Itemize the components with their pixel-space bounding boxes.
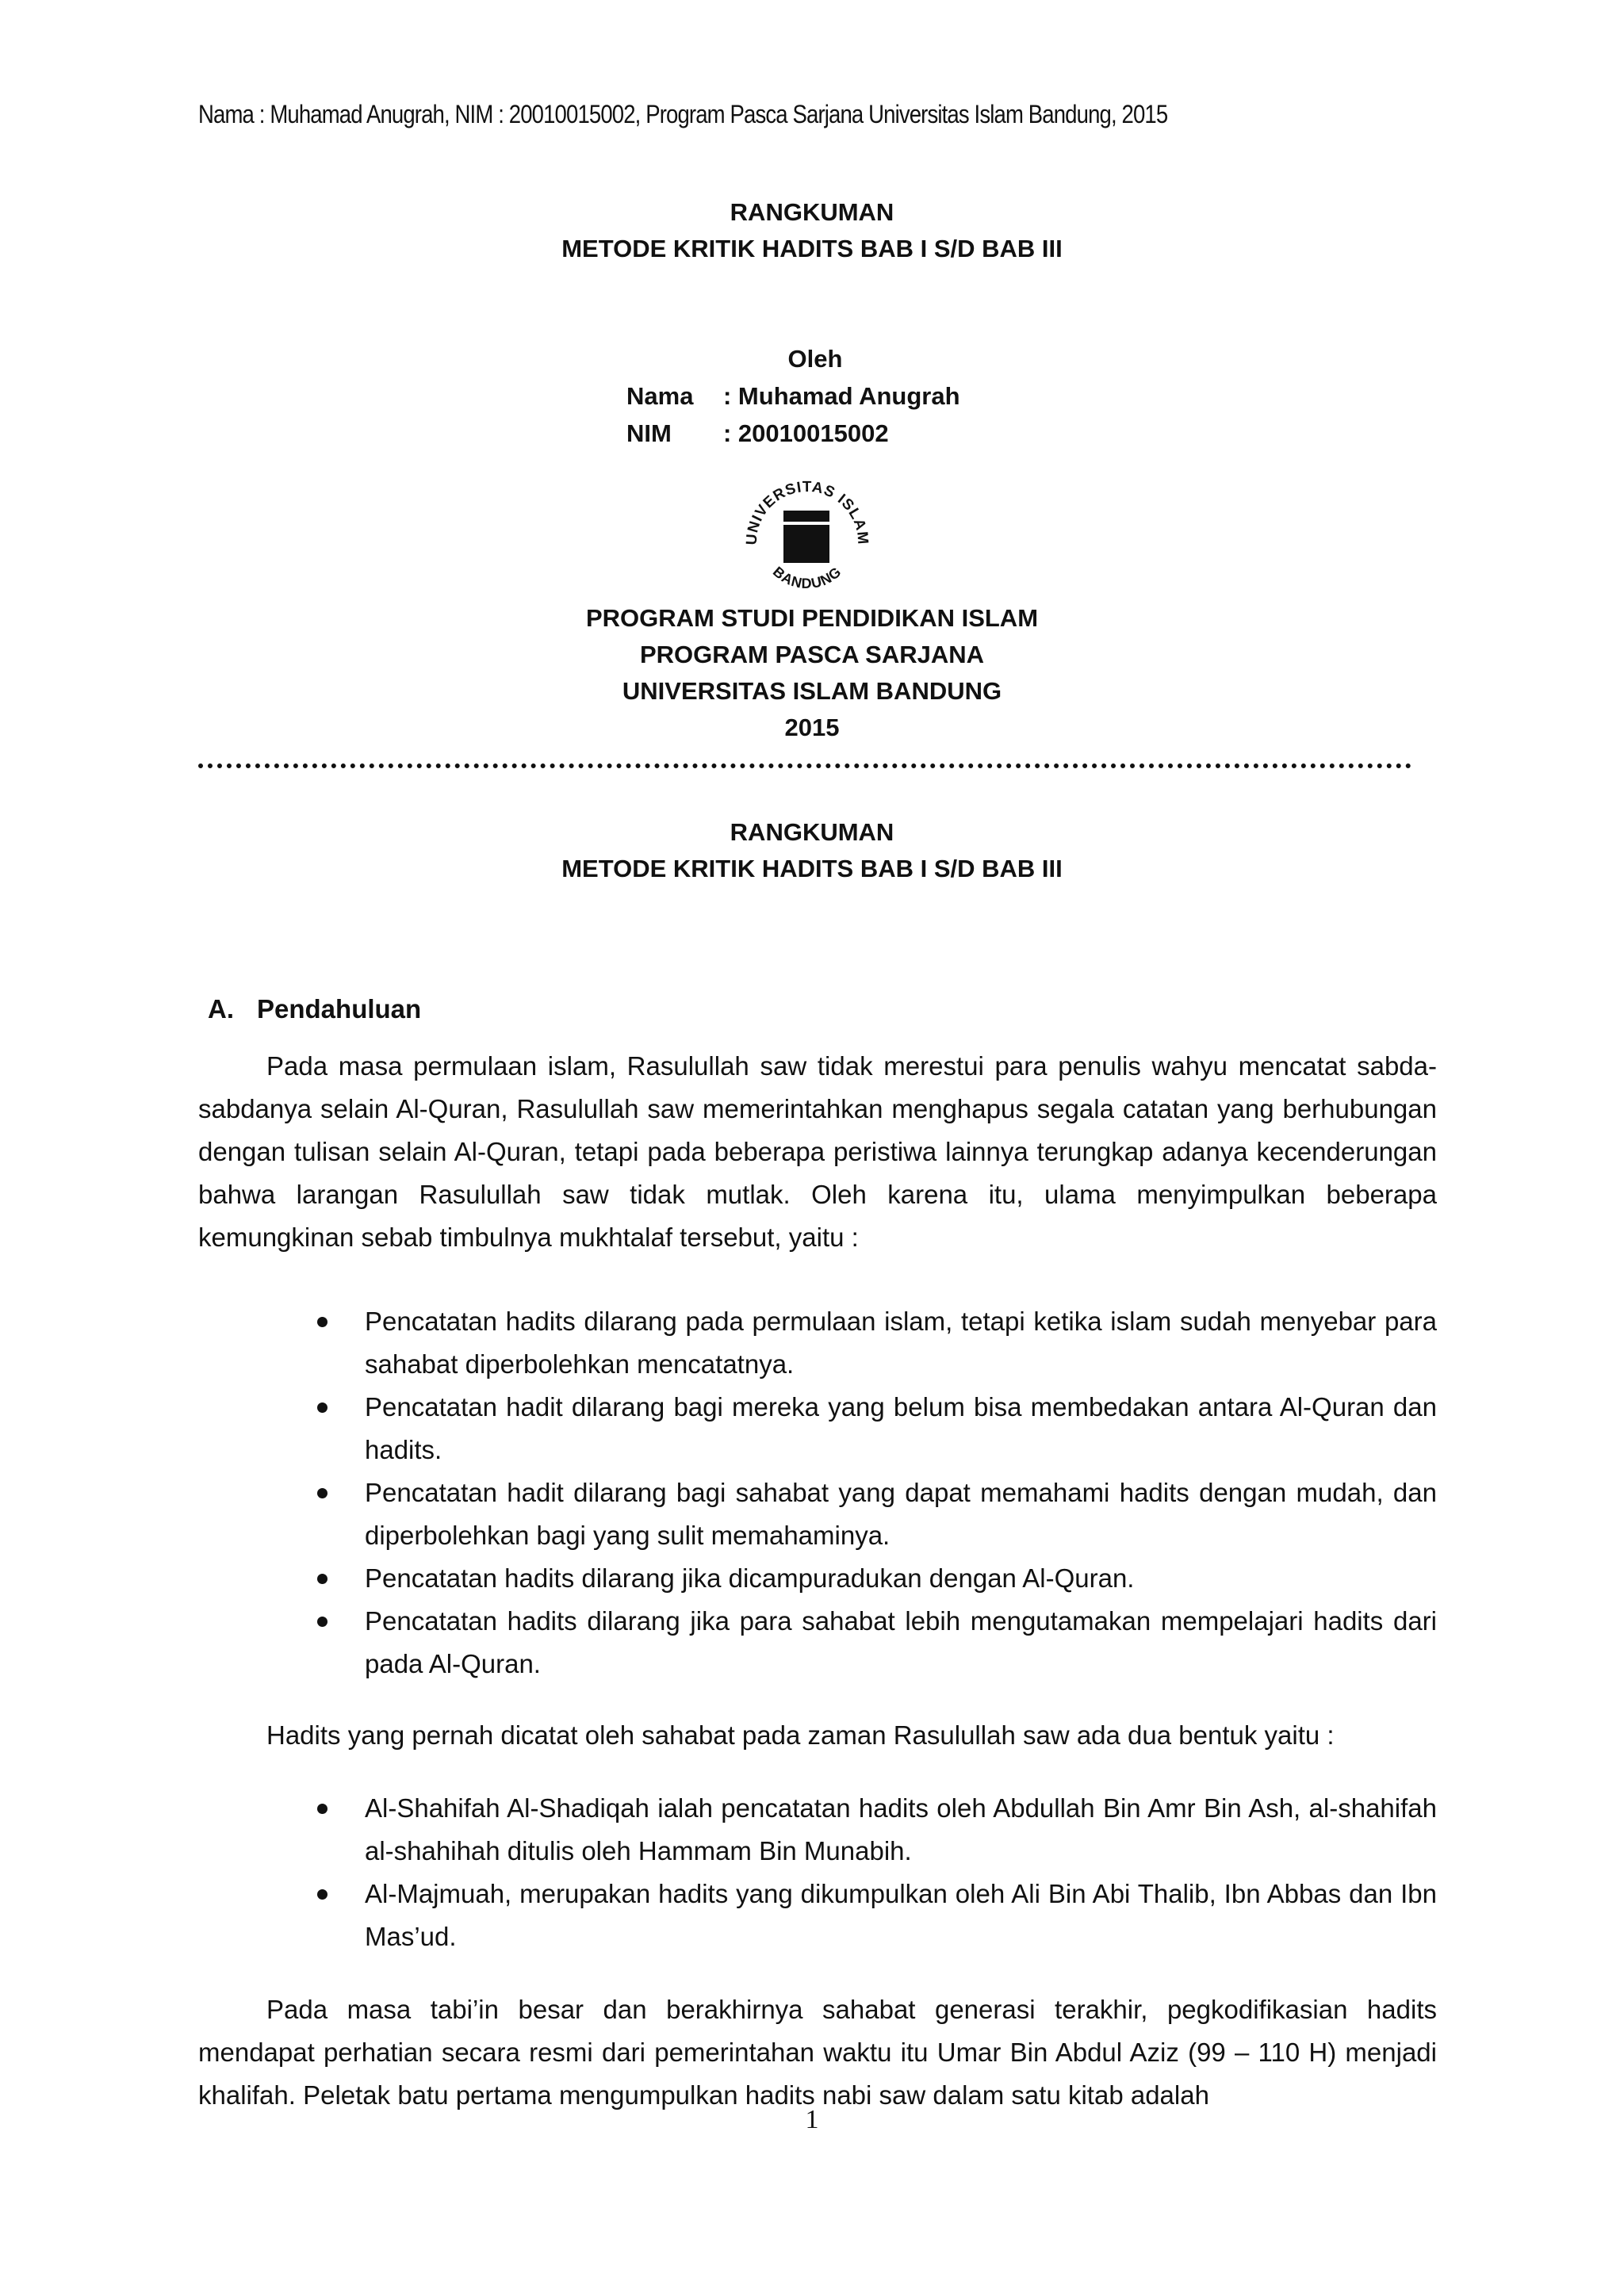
bullet-list-prohibitions — [198, 1300, 1437, 1686]
list-item: Pencatatan hadits dilarang pada permulaan islam, tetapi ketika islam sudah menyebar para sahabat diperbolehkan mencatatnya. — [198, 1300, 1437, 1386]
logo-text-top: UNIVERSITAS ISLAM — [743, 478, 871, 546]
bullet-icon — [317, 1617, 327, 1627]
author-nim-label: NIM — [626, 419, 672, 447]
bullet-list-forms — [198, 1787, 1437, 1958]
paragraph-intro: Pada masa permulaan islam, Rasulullah saw tidak merestui para penulis wahyu mencatat sabda-sabdanya selain Al-Quran, Rasulullah saw memerintahkan menghapus segala catatan yang berhubungan dengan tulisan selain Al-Quran, tetapi pada beberapa peristiwa lainnya terungkap adanya kecenderungan bahwa larangan Rasulullah saw tidak mutlak. Oleh karena itu, ulama menyimpulkan beberapa kemungkinan sebab timbulnya mukhtalaf tersebut, yaitu : — [198, 1051, 1437, 1252]
content-title-line-2: METODE KRITIK HADITS BAB I S/D BAB III — [561, 855, 1063, 882]
cover-by — [0, 341, 1624, 377]
institution-block — [0, 600, 1624, 746]
list-item: Pencatatan hadit dilarang bagi mereka yang belum bisa membedakan antara Al-Quran dan hadits. — [198, 1386, 1437, 1471]
bullet-icon — [317, 1317, 327, 1327]
content-title-line-1: RANGKUMAN — [730, 818, 894, 846]
running-header: Nama : Muhamad Anugrah, NIM : 20010015002, Program Pasca Sarjana Universitas Islam Bandung, 2015 — [198, 100, 1168, 128]
cover-title-line-2: METODE KRITIK HADITS BAB I S/D BAB III — [561, 235, 1063, 262]
list-item: Pencatatan hadits dilarang jika para sahabat lebih mengutamakan mempelajari hadits dari pada Al-Quran. — [198, 1600, 1437, 1686]
university-logo — [737, 466, 877, 606]
svg-text:BANDUNG — [770, 564, 845, 591]
program-line-1: PROGRAM STUDI PENDIDIKAN ISLAM — [585, 604, 1039, 632]
section-heading — [208, 994, 421, 1024]
bullet-icon — [317, 1889, 327, 1900]
bullet-icon — [317, 1804, 327, 1814]
author-name-value: : Muhamad Anugrah — [723, 382, 960, 410]
list-item: Al-Majmuah, merupakan hadits yang dikumpulkan oleh Ali Bin Abi Thalib, Ibn Abbas dan Ibn Mas’ud. — [198, 1873, 1437, 1958]
list-item: Al-Shahifah Al-Shadiqah ialah pencatatan hadits oleh Abdullah Bin Amr Bin Ash, al-shahifah al-shahihah ditulis oleh Hammam Bin Munabih. — [198, 1787, 1437, 1873]
section-letter: A. — [208, 994, 234, 1024]
paragraph-codification: Pada masa tabi’in besar dan berakhirnya sahabat generasi terakhir, pegkodifikasian hadits mendapat perhatian secara resmi dari pemerintahan waktu itu Umar Bin Abdul Aziz (99 – 110 H) menjadi khalifah. Peletak batu pertama mengumpulkan hadits nabi saw dalam satu kitab adalah — [198, 1995, 1437, 2110]
author-identity — [626, 377, 960, 452]
university-name: UNIVERSITAS ISLAM BANDUNG — [622, 677, 1002, 705]
author-nim-row — [626, 415, 960, 452]
cover-title-line-1: RANGKUMAN — [730, 198, 894, 226]
page-number: 1 — [805, 2105, 819, 2134]
author-nim-value: : 20010015002 — [723, 419, 889, 447]
logo-text-bottom: BANDUNG — [769, 563, 845, 592]
bullet-icon — [317, 1402, 327, 1413]
content-title — [0, 814, 1624, 887]
paragraph-two-forms: Hadits yang pernah dicatat oleh sahabat pada zaman Rasulullah saw ada dua bentuk yaitu : — [266, 1720, 1335, 1750]
program-line-2: PROGRAM PASCA SARJANA — [639, 641, 985, 668]
section-title: Pendahuluan — [257, 994, 422, 1024]
bullet-icon — [317, 1574, 327, 1584]
list-item: Pencatatan hadits dilarang jika dicampuradukan dengan Al-Quran. — [198, 1557, 1437, 1600]
kaaba-icon — [783, 511, 829, 563]
dotted-separator — [198, 757, 1411, 768]
cover-by-label: Oleh — [787, 345, 843, 373]
list-item: Pencatatan hadit dilarang bagi sahabat yang dapat memahami hadits dengan mudah, dan diperbolehkan bagi yang sulit memahaminya. — [198, 1471, 1437, 1557]
author-name-row — [626, 377, 960, 415]
author-name-label: Nama — [626, 382, 694, 410]
cover-year: 2015 — [784, 714, 840, 741]
bullet-icon — [317, 1488, 327, 1498]
cover-title — [0, 194, 1624, 267]
